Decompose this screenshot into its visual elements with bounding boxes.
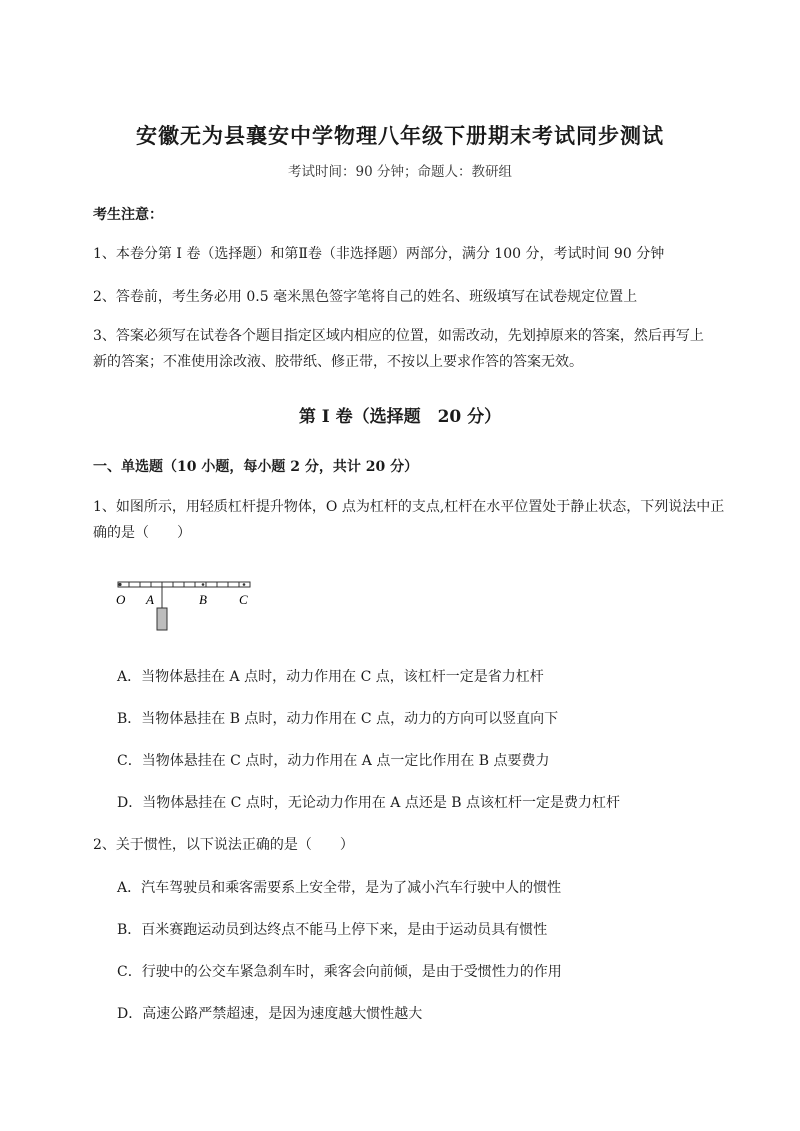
- exam-title: 安徽无为县襄安中学物理八年级下册期末考试同步测试: [136, 123, 664, 148]
- point-c-dot: [243, 583, 246, 586]
- label-o: O: [116, 592, 126, 607]
- q2-option-d: D．高速公路严禁超速，是因为速度越大惯性越大: [117, 1006, 423, 1022]
- notice-heading: 考生注意：: [93, 207, 163, 223]
- label-b: B: [199, 592, 207, 607]
- question-2-stem: 2、关于惯性，以下说法正确的是（ ）: [93, 837, 354, 853]
- section-title: 第 I 卷（选择题 20 分）: [298, 407, 502, 427]
- q2-option-b: B．百米赛跑运动员到达终点不能马上停下来，是由于运动员具有惯性: [117, 922, 548, 938]
- part-heading: 一、单选题（10 小题，每小题 2 分，共计 20 分）: [93, 459, 419, 475]
- exam-subtitle: 考试时间：90 分钟；命题人：教研组: [288, 164, 512, 180]
- notice-item-2: 2、答卷前，考生务必用 0.5 毫米黑色签字笔将自己的姓名、班级填写在试卷规定位置上: [93, 289, 638, 305]
- lever-diagram: [110, 572, 260, 634]
- q1-option-d: D．当物体悬挂在 C 点时，无论动力作用在 A 点还是 B 点该杠杆一定是费力杠杆: [117, 795, 621, 811]
- q1-option-b: B．当物体悬挂在 B 点时，动力作用在 C 点，动力的方向可以竖直向下: [117, 711, 559, 727]
- q2-option-a: A．汽车驾驶员和乘客需要系上安全带，是为了减小汽车行驶中人的惯性: [117, 880, 562, 896]
- notice-item-3: 3、答案必须写在试卷各个题目指定区域内相应的位置，如需改动，先划掉原来的答案，然后再写上新的答案；不准使用涂改液、胶带纸、修正带，不按以上要求作答的答案无效。: [93, 328, 704, 370]
- q1-option-a: A．当物体悬挂在 A 点时，动力作用在 C 点，该杠杆一定是省力杠杆: [117, 669, 544, 685]
- label-c: C: [239, 592, 248, 607]
- hanging-weight: [157, 608, 167, 630]
- point-b-dot: [202, 583, 205, 586]
- pivot-point-o: [118, 583, 121, 586]
- q2-option-c: C．行驶中的公交车紧急刹车时，乘客会向前倾，是由于受惯性力的作用: [117, 964, 562, 980]
- question-1-stem: 1、如图所示，用轻质杠杆提升物体，O 点为杠杆的支点,杠杆在水平位置处于静止状态，下列说法中正确的是（ ）: [93, 499, 725, 541]
- label-a: A: [146, 592, 154, 607]
- q1-option-c: C．当物体悬挂在 C 点时，动力作用在 A 点一定比作用在 B 点要费力: [117, 753, 550, 769]
- notice-item-1: 1、本卷分第 I 卷（选择题）和第Ⅱ卷（非选择题）两部分，满分 100 分，考试时间 90 分钟: [93, 246, 665, 262]
